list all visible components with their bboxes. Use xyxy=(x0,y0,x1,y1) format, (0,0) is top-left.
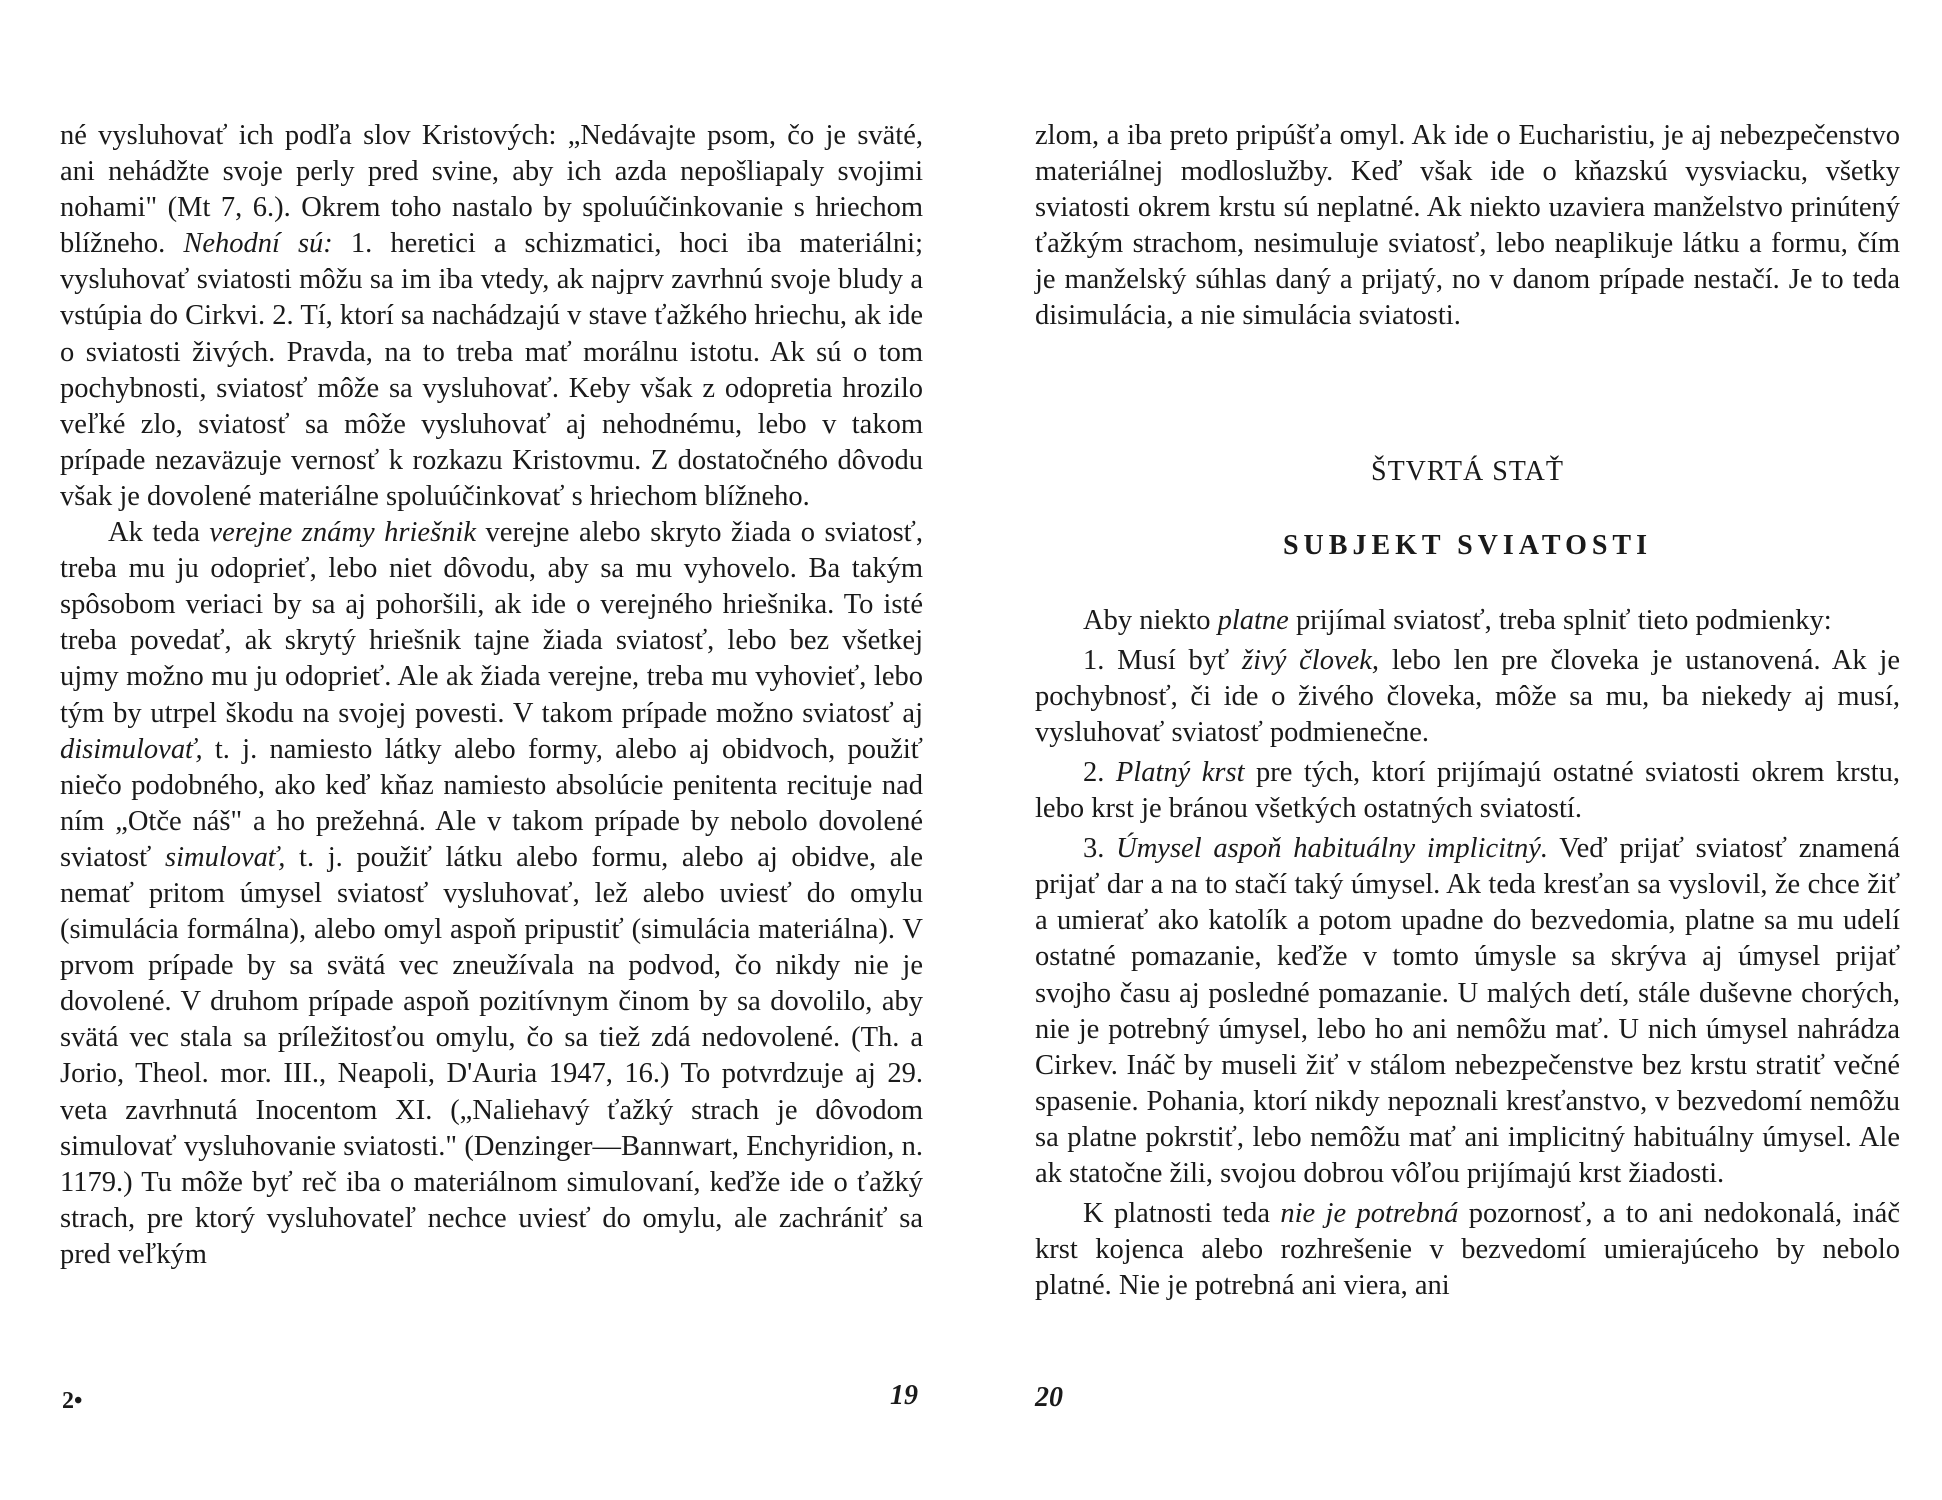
italic-text: Nehodní sú: xyxy=(183,228,333,260)
paragraph xyxy=(60,118,923,515)
italic-text: Platný krst xyxy=(1115,756,1245,788)
text-run: Aby niekto xyxy=(1083,604,1218,636)
text-run: 1. Musí byť xyxy=(1083,644,1243,676)
italic-text: Úmysel aspoň habituálny implicitný. xyxy=(1116,833,1548,865)
italic-text: živý človek, xyxy=(1242,644,1380,676)
text-run: zlom, a iba preto pripúšťa omyl. Ak ide o Eucharistiu, je aj nebezpečenstvo materiálnej modloslužby. Keď však ide o kňazskú vysviacku, všetky sviatosti okrem krstu sú neplatné. Ak niekto uzaviera manželstvo prinútený ťažkým strachom, nesimuluje sviatosť, lebo neaplikuje látku a formu, čím je manželský súhlas daný a prijatý, no v danom prípade nestačí. Je to teda disimulácia, a nie simulácia sviatosti. xyxy=(1035,120,1900,332)
paragraph xyxy=(1035,643,1900,751)
text-run: K platnosti teda xyxy=(1083,1198,1281,1230)
text-run: né vysluhovať ich podľa slov Kristových: „Nedávajte psom, čo je sväté, ani nehádžte svoje perly pred svine, aby ich azda nepošliapaly svojimi nohami" (Mt 7, 6.). Okrem toho nastalo by spoluúčinkovanie s hriechom blížneho. xyxy=(60,120,923,260)
paragraph xyxy=(1035,1196,1900,1304)
text-run: Veď prijať sviatosť znamená prijať dar a na to stačí taký úmysel. Ak teda kresťan sa vyslovil, že chce žiť a umierať ako katolík a potom upadne do bezvedomia, platne sa mu udelí ostatné pomazanie, keďže v tomto úmysle sa skrýva aj úmysel prijať svojho času aj posledné pomazanie. U malých detí, stále duševne chorých, nie je potrebný úmysel, lebo ho ani nemôžu mať. U nich úmysel nahrádza Cirkev. Ináč by museli žiť v stálom nebezpečenstve bez krstu stratiť večné spasenie. Pohania, ktorí nikdy nepoznali kresťanstvo, v bezvedomí nemôžu sa platne pokrstiť, lebo nemôžu mať ani implicitný habituálny úmysel. Ale ak statočne žili, svojou dobrou vôľou prijímajú krst žiadosti. xyxy=(1035,833,1901,1189)
paragraph xyxy=(1035,603,1900,639)
text-run: pre tých, ktorí prijímajú ostatné sviatosti okrem krstu, lebo krst je bránou všetkých ostatných sviatostí. xyxy=(1035,756,1900,825)
paragraph xyxy=(1035,755,1900,827)
italic-text: platne xyxy=(1217,604,1289,636)
italic-text: nie je potrebná xyxy=(1280,1198,1459,1230)
text-run: 1. heretici a schizmatici, hoci iba materiálni; vysluhovať sviatosti môžu sa im iba vtedy, ak najprv zavrhnú svoje bludy a vstúpia do Cirkvi. 2. Tí, ktorí sa nachádzajú v stave ťažkého hriechu, ak ide o sviatosti živých. Pravda, na to treba mať morálnu istotu. Ak sú o tom pochybnosti, sviatosť môže sa vysluhovať. Keby však z odopretia hrozilo veľké zlo, sviatosť sa môže vysluhovať aj nehodnému, lebo v takom prípade nezaväzuje vernosť k rozkazu Kristovmu. Z dostatočného dôvodu však je dovolené materiálne spoluúčinkovať s hriechom blížneho. xyxy=(60,228,923,512)
italic-text: simulovať, xyxy=(164,841,286,873)
italic-text: disimulovať, xyxy=(60,733,203,765)
signature-mark: 2• xyxy=(62,1388,83,1414)
chapter-heading: ŠTVRTÁ STAŤ xyxy=(1371,455,1564,487)
text-run: t. j. použiť látku alebo formu, alebo aj obidve, ale nemať pritom úmysel sviatosť vysluhovať, lež alebo uviesť do omylu (simulácia formálna), alebo omyl aspoň pripustiť (simulácia materiálna). V prvom prípade by sa svätá vec zneužívala na podvod, čo nikdy nie je dovolené. V druhom prípade aspoň pozitívnym činom by sa dovolilo, aby svätá vec stala sa príležitosťou omylu, čo sa tiež zdá nedovolené. (Th. a Jorio, Theol. mor. III., Neapoli, D'Auria 1947, 16.) To potvrdzuje aj 29. veta zavrhnutá Inocentom XI. („Naliehavý ťažký strach je dôvodom simulovať vysluhovanie sviatosti." (Denzinger—Bannwart, Enchyridion, n. 1179.) Tu môže byť reč iba o materiálnom simulovaní, keďže ide o ťažký strach, pre ktorý vysluhovateľ nechce uviesť do omylu, ale zachrániť sa pred veľkým xyxy=(60,841,923,1270)
paragraph xyxy=(60,515,923,1273)
text-run: Ak teda xyxy=(108,517,210,549)
paragraph xyxy=(1035,118,1900,335)
text-run: prijímal sviatosť, treba splniť tieto podmienky: xyxy=(1288,604,1832,636)
text-run: 2. xyxy=(1083,756,1116,788)
right-page xyxy=(1035,118,1900,1304)
section-title: SUBJEKT SVIATOSTI xyxy=(1282,529,1653,561)
text-run: 3. xyxy=(1083,833,1117,865)
text-run: pozornosť, a to ani nedokonalá, ináč krst kojenca alebo rozhrešenie v bezvedomí umierajúceho by nebolo platné. Nie je potrebná ani viera, ani xyxy=(1035,1198,1900,1302)
left-page-body xyxy=(60,118,923,1273)
right-page-continuation xyxy=(1035,118,1900,335)
text-run: t. j. namiesto látky alebo formy, alebo aj obidvoch, použiť niečo podobného, ako keď kňaz namiesto absolúcie penitenta recituje nad ním „Otče náš" a ho prežehná. Ale v takom prípade by nebolo dovolené sviatosť xyxy=(60,733,923,873)
left-page xyxy=(60,118,923,1273)
text-run: lebo len pre človeka je ustanovená. Ak je pochybnosť, či ide o živého človeka, môže sa mu, ba niekedy aj musí, vysluhovať sviatosť podmienečne. xyxy=(1035,644,1900,748)
italic-text: verejne známy hriešnik xyxy=(209,517,476,549)
page-number-right: 20 xyxy=(1035,1382,1063,1413)
paragraph xyxy=(1035,831,1900,1192)
right-page-body xyxy=(1035,603,1900,1305)
page-number-left: 19 xyxy=(890,1380,918,1411)
text-run: verejne alebo skryto žiada o sviatosť, treba mu ju odoprieť, lebo niet dôvodu, aby sa mu vyhovelo. Ba takým spôsobom veriaci by sa aj pohoršili, ak ide o verejného hriešnika. To isté treba povedať, ak skrytý hriešnik tajne žiada sviatosť, lebo bez všetkej ujmy možno mu ju odoprieť. Ale ak žiada verejne, treba mu vyhovieť, lebo tým by utrpel škodu na svojej povesti. V takom prípade možno sviatosť aj xyxy=(60,517,923,729)
